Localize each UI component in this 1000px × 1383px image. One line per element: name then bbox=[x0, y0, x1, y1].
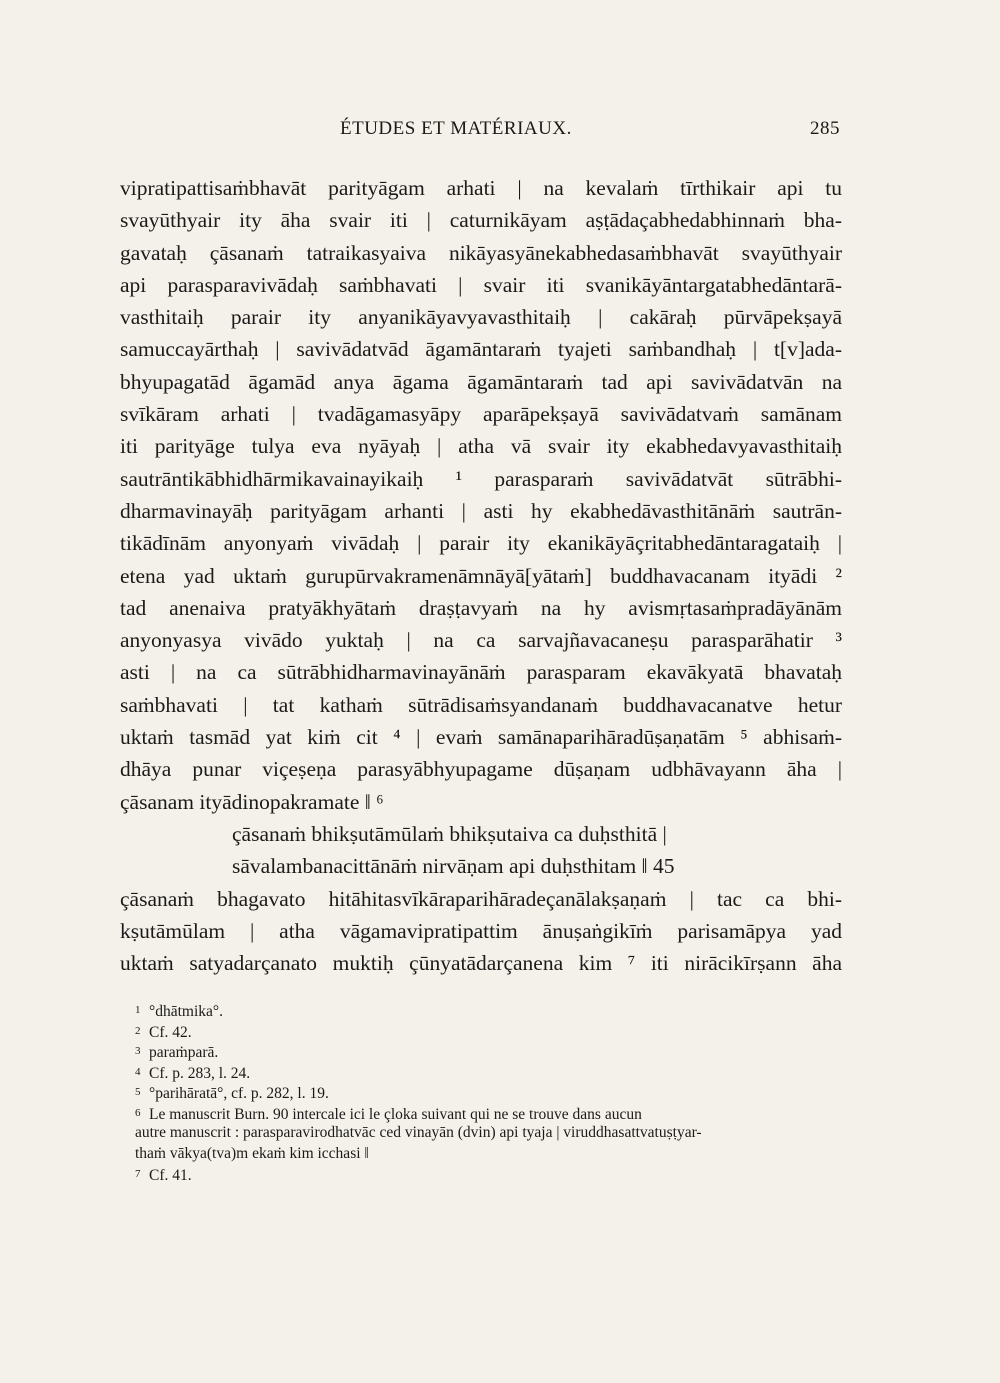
page-number: 285 bbox=[810, 118, 840, 139]
footnote-text: thaṁ vākya(tva)m ekaṁ kim icchasi ‖ bbox=[135, 1144, 369, 1162]
text-line: samuccayārthaḥ | savivādatvād āgamāntaraṁ tyajeti saṁbandhaḥ | t[v]ada- bbox=[120, 337, 842, 362]
footnote bbox=[135, 1103, 855, 1124]
footnote bbox=[135, 1062, 855, 1083]
text-line: tikādīnām anyonyaṁ vivādaḥ | parair ity ekanikāyāçritabhedāntaragataiḥ | bbox=[120, 531, 842, 556]
footnote-text: °dhātmika°. bbox=[149, 1003, 223, 1020]
running-title: ÉTUDES ET MATÉRIAUX. bbox=[340, 118, 572, 139]
text-line: gavataḥ çāsanaṁ tatraikasyaiva nikāyasyānekabhedasaṁbhavāt svayūthyair bbox=[120, 240, 842, 265]
footnote-number: 7 bbox=[135, 1168, 141, 1180]
footnote-text: Cf. 41. bbox=[149, 1167, 192, 1184]
footnote bbox=[135, 1041, 855, 1062]
text-line: etena yad uktaṁ gurupūrvakramenāmnāyā[yātaṁ] buddhavacanam ityādi ² bbox=[120, 563, 842, 588]
text-line: çāsanam ityādinopakramate ‖ ⁶ bbox=[120, 789, 384, 814]
text-line: dharmavinayāḥ parityāgam arhanti | asti hy ekabhedāvasthitānāṁ sautrān- bbox=[120, 498, 842, 523]
text-line: vipratipattisaṁbhavāt parityāgam arhati | na kevalaṁ tīrthikair api tu bbox=[120, 176, 842, 200]
footnote-number: 4 bbox=[135, 1065, 141, 1078]
footnote-continuation bbox=[135, 1123, 855, 1144]
main-text bbox=[120, 172, 842, 979]
footnote bbox=[135, 1082, 855, 1103]
footnote-text: paraṁparā. bbox=[149, 1044, 219, 1061]
footnotes bbox=[135, 1000, 855, 1185]
footnote-text: Cf. p. 283, l. 24. bbox=[149, 1064, 251, 1082]
footnote-text: autre manuscrit : parasparavirodhatvāc ced vinayān (dvin) api tyaja | viruddhasattvatuṣṭyar- bbox=[135, 1124, 702, 1141]
text-line: svayūthyair ity āha svair iti | caturnikāyam aṣṭādaçabhedabhinnaṁ bha- bbox=[120, 208, 842, 233]
text-line: iti parityāge tulya eva nyāyaḥ | atha vā svair ity ekabhedavyavasthitaiḥ bbox=[120, 434, 842, 459]
footnote-number: 6 bbox=[135, 1106, 141, 1119]
footnote bbox=[135, 1164, 855, 1185]
text-line: api parasparavivādaḥ saṁbhavati | svair iti svanikāyāntargatabhedāntarā- bbox=[120, 272, 842, 297]
text-line: sautrāntikābhidhārmikavainayikaiḥ ¹ parasparaṁ savivādatvāt sūtrābhi- bbox=[120, 466, 842, 491]
text-line: dhāya punar viçeṣeṇa parasyābhyupagame dūṣaṇam udbhāvayann āha | bbox=[120, 757, 842, 782]
footnote bbox=[135, 1000, 855, 1021]
footnote-text: °parihāratā°, cf. p. 282, l. 19. bbox=[149, 1085, 329, 1102]
text-line: tad anenaiva pratyākhyātaṁ draṣṭavyaṁ na hy avismṛtasaṁpradāyānām bbox=[120, 595, 842, 620]
text-line: uktaṁ satyadarçanato muktiḥ çūnyatādarçanena kim ⁷ iti nirācikīrṣann āha bbox=[120, 951, 842, 976]
footnote-number: 2 bbox=[135, 1024, 141, 1037]
text-line: anyonyasya vivādo yuktaḥ | na ca sarvajñavacaneṣu parasparāhatir ³ bbox=[120, 628, 842, 653]
footnote-continuation bbox=[135, 1144, 855, 1165]
footnote-number: 3 bbox=[135, 1045, 141, 1057]
footnote-number: 5 bbox=[135, 1086, 141, 1098]
verse-line: sāvalambanacittānāṁ nirvāṇam api duḥsthitam ‖ 45 bbox=[232, 854, 675, 879]
text-line: uktaṁ tasmād yat kiṁ cit ⁴ | evaṁ samānaparihāradūṣaṇatām ⁵ abhisaṁ- bbox=[120, 725, 842, 750]
footnote-text: Cf. 42. bbox=[149, 1023, 192, 1041]
footnote-text: Le manuscrit Burn. 90 intercale ici le çloka suivant qui ne se trouve dans aucun bbox=[149, 1105, 642, 1123]
text-line: vasthitaiḥ parair ity anyanikāyavyavasthitaiḥ | cakāraḥ pūrvāpekṣayā bbox=[120, 305, 842, 330]
text-line: svīkāram arhati | tvadāgamasyāpy aparāpekṣayā savivādatvaṁ samānam bbox=[120, 402, 842, 427]
text-line: bhyupagatād āgamād anya āgama āgamāntaraṁ tad api savivādatvān na bbox=[120, 369, 842, 394]
text-line: asti | na ca sūtrābhidharmavinayānāṁ parasparam ekavākyatā bhavataḥ bbox=[120, 660, 842, 685]
text-line: kṣutāmūlam | atha vāgamavipratipattim ānuṣaṅgikīṁ parisamāpya yad bbox=[120, 918, 842, 943]
text-line: çāsanaṁ bhagavato hitāhitasvīkāraparihāradeçanālakṣaṇaṁ | tac ca bhi- bbox=[120, 886, 842, 911]
footnote bbox=[135, 1021, 855, 1042]
verse-line: çāsanaṁ bhikṣutāmūlaṁ bhikṣutaiva ca duḥsthitā | bbox=[232, 821, 667, 846]
footnote-number: 1 bbox=[135, 1004, 141, 1016]
text-line: saṁbhavati | tat kathaṁ sūtrādisaṁsyandanaṁ buddhavacanatve hetur bbox=[120, 692, 842, 717]
